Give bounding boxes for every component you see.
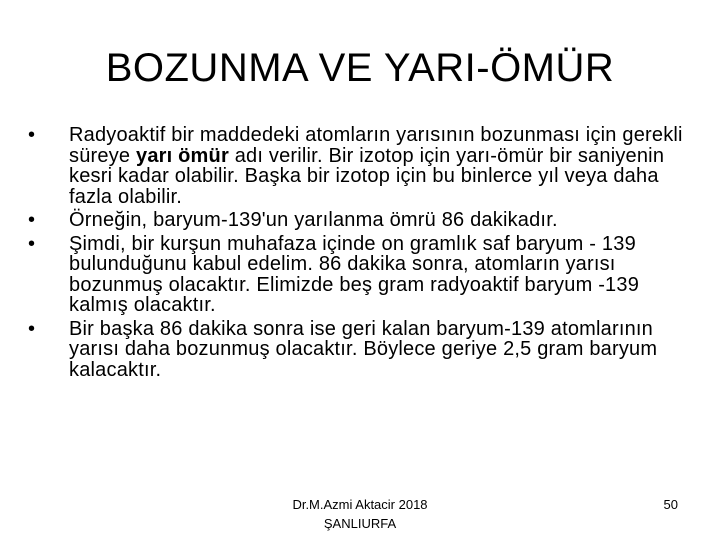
bullet-item-barium-example: [28, 210, 688, 231]
bullet-text: Bir başka 86 dakika sonra ise geri kalan baryum-139 atomlarının yarısı daha bozunmuş olacaktır. Böylece geriye 2,5 gram baryum kalacaktır.: [69, 317, 658, 381]
bullet-text: Örneğin, baryum-139'un yarılanma ömrü 86 dakikadır.: [69, 209, 558, 231]
bullet-item-half-life-definition: [28, 125, 688, 207]
bullet-text: Şimdi, bir kurşun muhafaza içinde on gramlık saf baryum - 139 bulunduğunu kabul edelim. 86 dakika sonra, atomların yarısı bozunmuş olacaktır. Elimizde beş gram radyoaktif baryum -139 kalmış olacaktır.: [69, 232, 640, 316]
bullet-icon: •: [28, 232, 36, 255]
page-number: 50: [663, 497, 678, 512]
bullet-icon: •: [28, 317, 36, 340]
bullet-item-lead-container: [28, 234, 688, 316]
bullet-icon: •: [28, 124, 36, 146]
slide-title: BOZUNMA VE YARI-ÖMÜR: [105, 46, 615, 90]
bullet-list: [28, 125, 688, 383]
footer-city: ŞANLIURFA: [323, 516, 397, 531]
bold-term-half-life: yarı ömür: [136, 144, 229, 167]
footer-author: Dr.M.Azmi Aktacir 2018: [292, 497, 428, 512]
bullet-text-part: adı verilir. Bir izotop için yarı-ömür bir saniyenin kesri kadar olabilir. Başka bir izotop için bu binlerce yıl veya daha fazla olabilir.: [69, 144, 665, 208]
bullet-item-second-half-life: [28, 319, 688, 381]
footer-author-block: [240, 495, 480, 533]
bullet-icon: •: [28, 209, 36, 231]
bullet-text-part: Radyoaktif bir maddedeki atomların yarısının bozunması için gerekli süreye: [69, 124, 683, 167]
